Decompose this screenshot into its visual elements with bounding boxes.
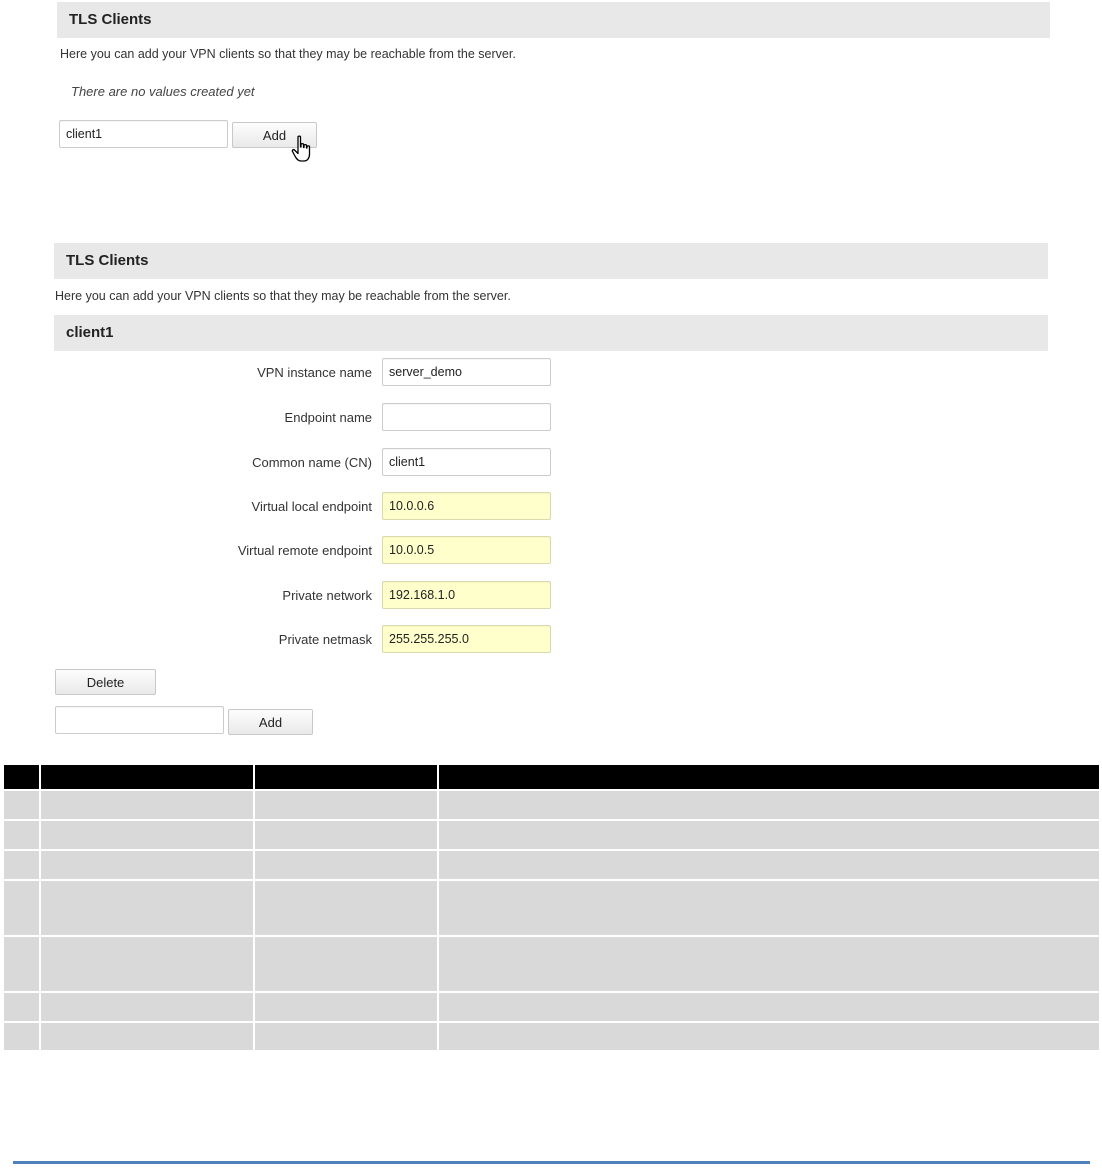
- field-label-virtual-local-endpoint: Virtual local endpoint: [251, 499, 372, 514]
- table-cell: [4, 880, 40, 936]
- table-row: [4, 790, 1099, 820]
- no-values-message: There are no values created yet: [71, 84, 255, 99]
- new-client-name-input[interactable]: client1: [59, 120, 228, 148]
- table-header-cell: [4, 765, 40, 790]
- field-label-endpoint-name: Endpoint name: [284, 410, 372, 425]
- table-header-cell: [438, 765, 1099, 790]
- table-cell: [4, 936, 40, 992]
- table-cell: [254, 850, 438, 880]
- table-cell: [4, 850, 40, 880]
- private-netmask-input[interactable]: 255.255.255.0: [382, 625, 551, 653]
- table-cell: [40, 790, 254, 820]
- table-header-cell: [40, 765, 254, 790]
- table-cell: [438, 820, 1099, 850]
- table-cell: [254, 1022, 438, 1050]
- table-cell: [40, 936, 254, 992]
- table-row: [4, 1022, 1099, 1050]
- table-cell: [40, 850, 254, 880]
- table-cell: [254, 880, 438, 936]
- table-cell: [438, 850, 1099, 880]
- table-cell: [254, 790, 438, 820]
- table-cell: [4, 992, 40, 1022]
- table-cell: [4, 1022, 40, 1050]
- new-client-name-input-2[interactable]: [55, 706, 224, 734]
- section-description: Here you can add your VPN clients so that they may be reachable from the server.: [60, 47, 516, 61]
- table-cell: [4, 790, 40, 820]
- table-cell: [254, 992, 438, 1022]
- table-cell: [438, 790, 1099, 820]
- table-header-cell: [254, 765, 438, 790]
- section-title-tls-clients-2: TLS Clients: [54, 243, 1048, 279]
- table-cell: [438, 1022, 1099, 1050]
- section-description-2: Here you can add your VPN clients so that they may be reachable from the server.: [55, 289, 511, 303]
- table-cell: [254, 936, 438, 992]
- parameters-table: [4, 765, 1099, 1050]
- table-cell: [40, 820, 254, 850]
- private-network-input[interactable]: 192.168.1.0: [382, 581, 551, 609]
- footer-rule: [13, 1161, 1090, 1164]
- table-row: [4, 992, 1099, 1022]
- table-cell: [40, 992, 254, 1022]
- field-label-virtual-remote-endpoint: Virtual remote endpoint: [237, 543, 372, 558]
- field-label-private-netmask: Private netmask: [278, 632, 372, 647]
- section-title-tls-clients: TLS Clients: [57, 2, 1050, 38]
- client-title-bar: client1: [54, 315, 1048, 351]
- virtual-remote-endpoint-input[interactable]: 10.0.0.5: [382, 536, 551, 564]
- field-label-common-name: Common name (CN): [252, 455, 372, 470]
- add-button-2[interactable]: Add: [228, 709, 313, 735]
- table-row: [4, 936, 1099, 992]
- table-row: [4, 850, 1099, 880]
- table-cell: [40, 1022, 254, 1050]
- table-row: [4, 820, 1099, 850]
- table-row: [4, 880, 1099, 936]
- table-cell: [4, 820, 40, 850]
- table-header-row: [4, 765, 1099, 790]
- virtual-local-endpoint-input[interactable]: 10.0.0.6: [382, 492, 551, 520]
- add-button[interactable]: Add: [232, 122, 317, 148]
- delete-button[interactable]: Delete: [55, 669, 156, 695]
- common-name-input[interactable]: client1: [382, 448, 551, 476]
- table-cell: [438, 880, 1099, 936]
- vpn-instance-name-input[interactable]: server_demo: [382, 358, 551, 386]
- table-cell: [438, 992, 1099, 1022]
- hand-pointer-icon: [291, 135, 315, 165]
- field-label-vpn-instance-name: VPN instance name: [257, 365, 372, 380]
- endpoint-name-input[interactable]: [382, 403, 551, 431]
- field-label-private-network: Private network: [282, 588, 372, 603]
- table-cell: [254, 820, 438, 850]
- table-cell: [40, 880, 254, 936]
- table-cell: [438, 936, 1099, 992]
